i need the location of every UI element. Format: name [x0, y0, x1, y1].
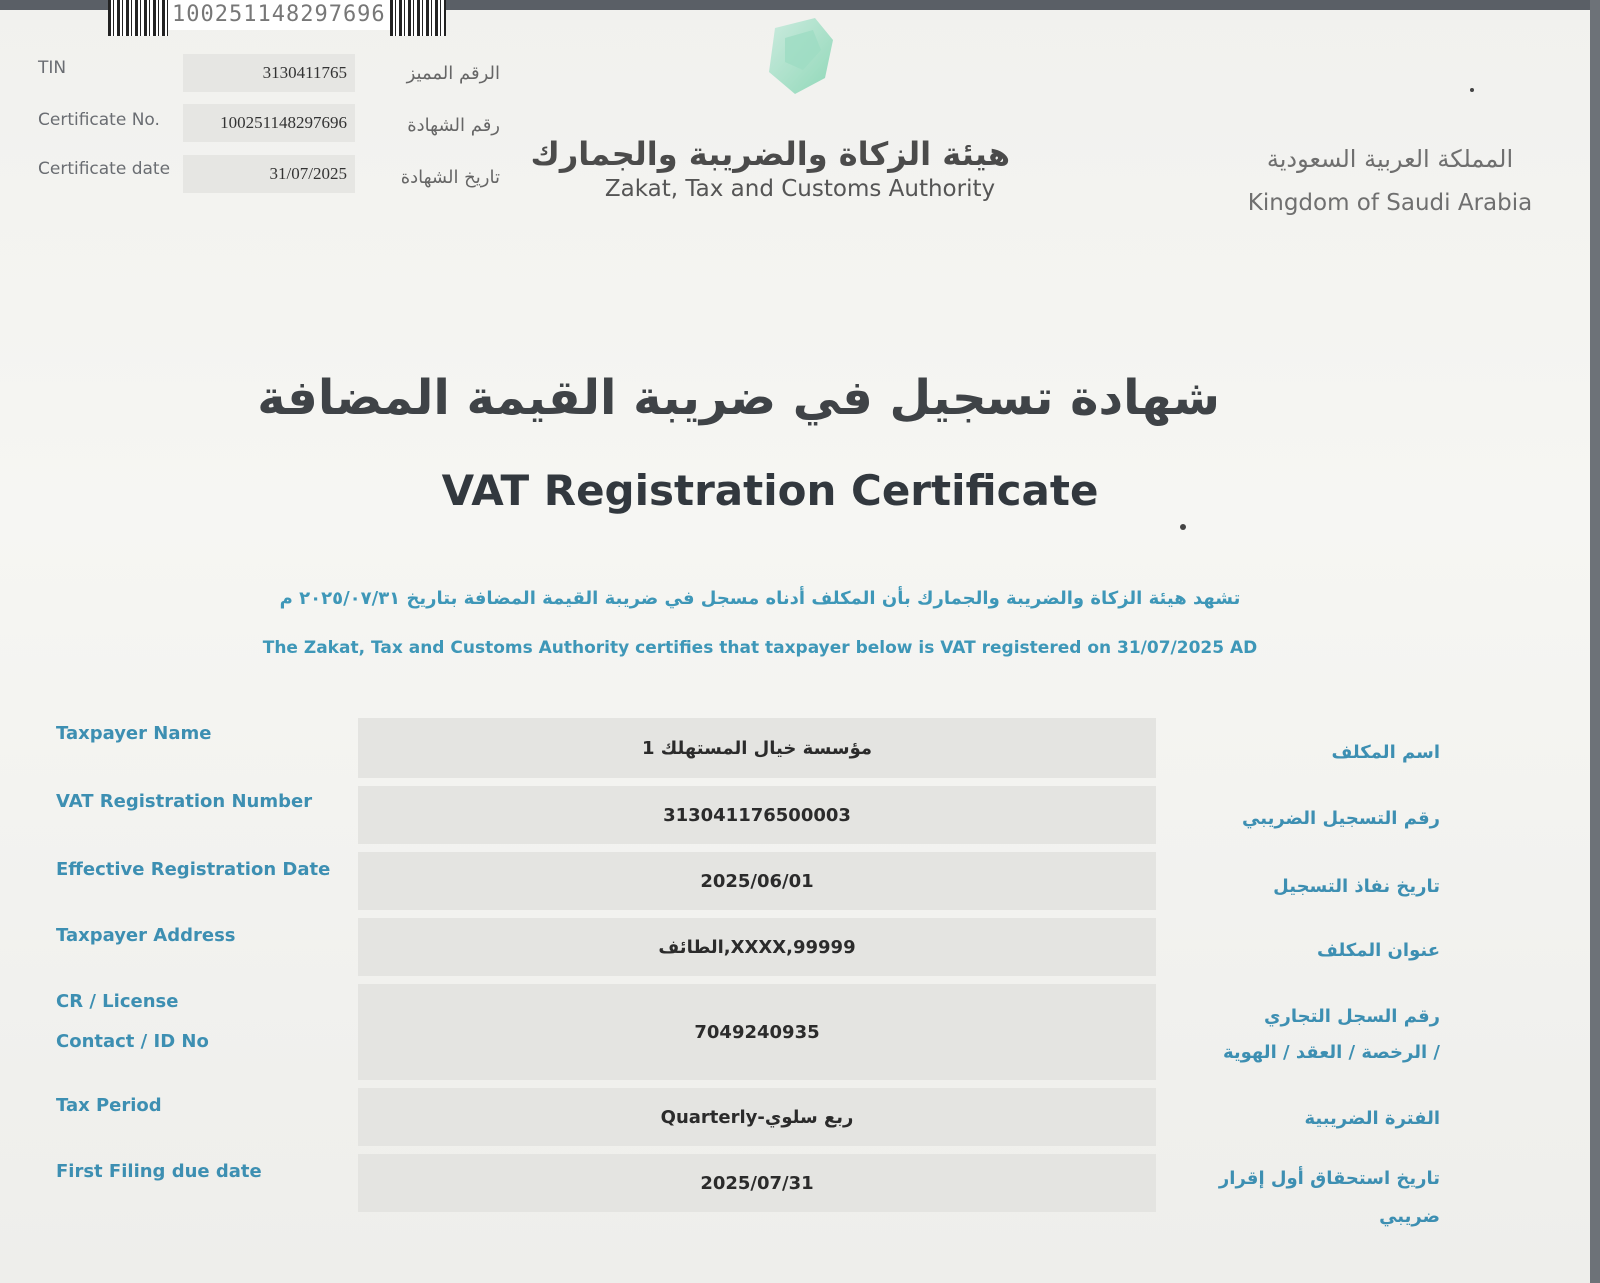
field-label-ar: تاريخ استحقاق أول إقرار [1218, 1168, 1440, 1189]
field-label-en: VAT Registration Number [56, 791, 313, 812]
certificate-title-en: VAT Registration Certificate [441, 466, 1099, 515]
certificate-number-value: 100251148297696 [183, 104, 355, 142]
field-value: Quarterly-ربع سلوي [358, 1088, 1156, 1146]
field-value: 313041176500003 [358, 786, 1156, 844]
field-value: 7049240935 [358, 984, 1156, 1080]
country-name-en: Kingdom of Saudi Arabia [1247, 190, 1533, 216]
field-label-en: Taxpayer Address [56, 925, 236, 946]
certificate-number-label: Certificate No. [38, 110, 160, 130]
field-label-ar: تاريخ نفاذ التسجيل [1273, 876, 1440, 897]
certification-statement-en: The Zakat, Tax and Customs Authority certifies that taxpayer below is VAT registered on 31/07/2025 AD [262, 638, 1258, 658]
certificate-date-value: 31/07/2025 [183, 155, 355, 193]
authority-name-ar: هيئة الزكاة والضريبة والجمارك [530, 135, 1010, 173]
field-label-en: First Filing due date [56, 1161, 262, 1182]
authority-name-en: Zakat, Tax and Customs Authority [604, 176, 996, 202]
field-label-ar: عنوان المكلف [1317, 940, 1440, 961]
zatca-logo-icon [755, 10, 845, 100]
barcode [108, 0, 488, 40]
dust-speck [1470, 88, 1474, 92]
field-value: 2025/06/01 [358, 852, 1156, 910]
field-label-ar: الفترة الضريبية [1304, 1108, 1440, 1129]
field-label-ar: رقم السجل التجاري [1264, 1006, 1440, 1027]
certificate-number-label-ar: رقم الشهادة [407, 115, 500, 136]
screen-right-edge [1590, 0, 1600, 1283]
field-label-en: Tax Period [56, 1095, 162, 1116]
field-label-en: Taxpayer Name [56, 723, 212, 744]
field-value: مؤسسة خيال المستهلك 1 [358, 718, 1156, 778]
field-label-en-line2: Contact / ID No [56, 1031, 209, 1052]
tin-value: 3130411765 [183, 54, 355, 92]
field-label-en: CR / License [56, 991, 179, 1012]
certificate-date-label: Certificate date [38, 159, 171, 179]
field-label-ar: رقم التسجيل الضريبي [1242, 808, 1440, 829]
field-value: الطائف,XXXX,99999 [358, 918, 1156, 976]
tin-label-ar: الرقم المميز [406, 63, 500, 84]
field-label-ar-line2: ضريبي [1379, 1206, 1440, 1227]
field-label-en: Effective Registration Date [56, 859, 331, 880]
field-label-ar: اسم المكلف [1331, 742, 1440, 763]
barcode-number: 100251148297696 [168, 0, 390, 30]
field-label-ar-line2: / الرخصة / العقد / الهوية [1222, 1042, 1440, 1063]
certificate-date-label-ar: تاريخ الشهادة [400, 167, 500, 188]
certification-statement-ar: تشهد هيئة الزكاة والضريبة والجمارك بأن المكلف أدناه مسجل في ضريبة القيمة المضافة بتاريخ ٢٠٢٥/٠٧/٣١ م [279, 588, 1241, 609]
tin-label: TIN [38, 58, 67, 78]
field-value: 2025/07/31 [358, 1154, 1156, 1212]
certificate-title-ar: شهادة تسجيل في ضريبة القيمة المضافة [257, 370, 1220, 426]
country-name-ar: المملكة العربية السعودية [1266, 145, 1514, 173]
barcode-bars-right [390, 0, 446, 36]
barcode-bars-left [108, 0, 168, 36]
dust-speck [1180, 524, 1186, 530]
